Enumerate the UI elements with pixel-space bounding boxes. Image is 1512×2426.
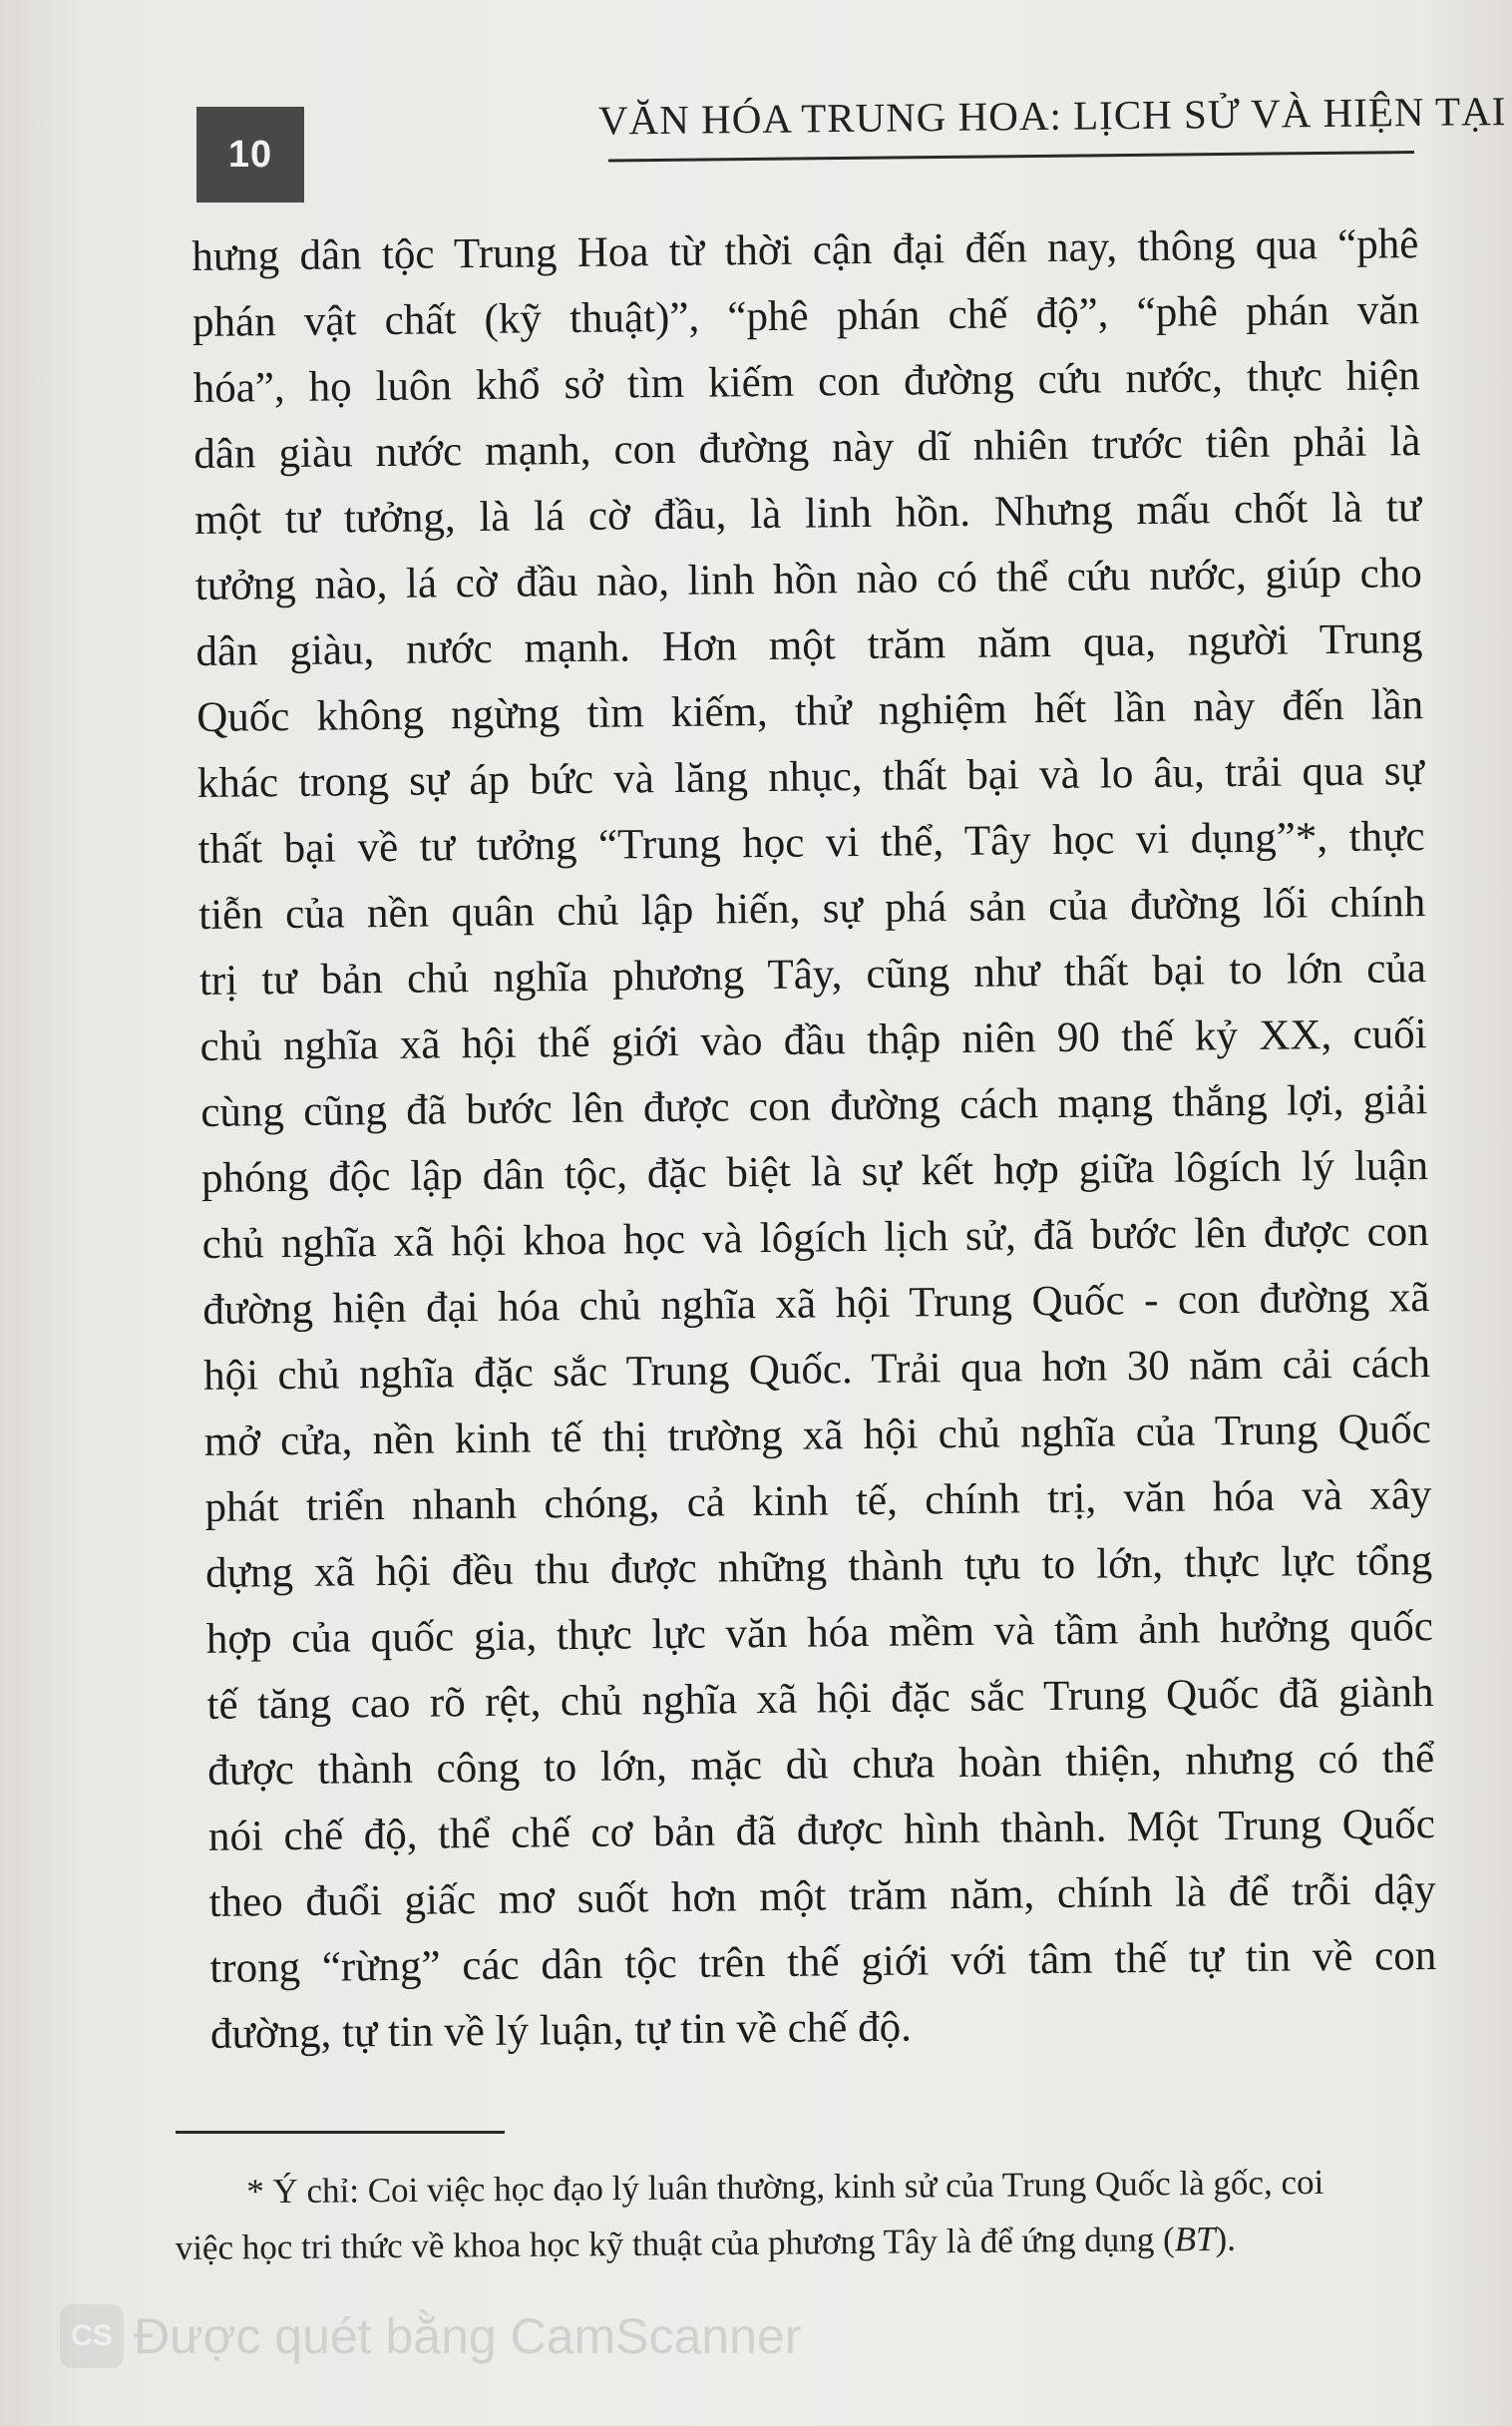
footnote-abbreviation: BT bbox=[1174, 2219, 1216, 2259]
camscanner-logo-icon: CS bbox=[60, 2304, 124, 2368]
body-line: trị tư bản chủ nghĩa phương Tây, cũng như thất bại to lớn của bbox=[198, 945, 1427, 1005]
body-line: phát triển nhanh chóng, cả kinh tế, chính trị, văn hóa và xây bbox=[204, 1471, 1432, 1531]
body-line: dựng xã hội đều thu được những thành tựu to lớn, thực lực tổng bbox=[204, 1537, 1433, 1597]
watermark-text: Được quét bằng CamScanner bbox=[134, 2308, 802, 2364]
body-line: khác trong sự áp bức và lăng nhục, thất bại và lo âu, trải qua sự bbox=[196, 747, 1425, 807]
footnote-line-2 bbox=[175, 2210, 1421, 2276]
footnote-line-1: * Ý chỉ: Coi việc học đạo lý luân thường, kinh sử của Trung Quốc là gốc, coi bbox=[246, 2162, 1324, 2212]
body-line: trong “rừng” các dân tộc trên thế giới với tâm thế tự tin về con bbox=[209, 1932, 1437, 1992]
body-line: theo đuổi giấc mơ suốt hơn một trăm năm, chính là để trỗi dậy bbox=[208, 1866, 1436, 1926]
body-line: hội chủ nghĩa đặc sắc Trung Quốc. Trải qua hơn 30 năm cải cách bbox=[202, 1340, 1431, 1400]
footnote-line-2-end: ). bbox=[1215, 2219, 1237, 2258]
body-line: tế tăng cao rõ rệt, chủ nghĩa xã hội đặc sắc Trung Quốc đã giành bbox=[206, 1669, 1434, 1729]
body-line: được thành công to lớn, mặc dù chưa hoàn thiện, nhưng có thể bbox=[206, 1735, 1435, 1795]
body-line: đường hiện đại hóa chủ nghĩa xã hội Trung Quốc - con đường xã bbox=[202, 1274, 1430, 1334]
body-line: chủ nghĩa xã hội khoa học và lôgích lịch sử, đã bước lên được con bbox=[201, 1208, 1429, 1268]
body-line: hưng dân tộc Trung Hoa từ thời cận đại đến nay, thông qua “phê bbox=[191, 220, 1419, 280]
running-title: VĂN HÓA TRUNG HOA: LỊCH SỬ VÀ HIỆN TẠI bbox=[597, 88, 1507, 144]
body-line: tiễn của nền quân chủ lập hiến, sự phá sản của đường lối chính bbox=[198, 879, 1426, 939]
camscanner-watermark bbox=[60, 2304, 801, 2368]
body-line: Quốc không ngừng tìm kiếm, thử nghiệm hết lần này đến lần bbox=[195, 681, 1424, 741]
body-line: một tư tưởng, là lá cờ đầu, là linh hồn. Nhưng mấu chốt là tư bbox=[193, 484, 1422, 544]
body-line: phán vật chất (kỹ thuật)”, “phê phán chế độ”, “phê phán văn bbox=[191, 286, 1420, 346]
body-line: tưởng nào, lá cờ đầu nào, linh hồn nào có thể cứu nước, giúp cho bbox=[194, 550, 1422, 609]
page-number-badge: 10 bbox=[196, 107, 304, 202]
body-line: hợp của quốc gia, thực lực văn hóa mềm và tầm ảnh hưởng quốc bbox=[205, 1603, 1434, 1663]
body-paragraph bbox=[191, 211, 1437, 2068]
body-line: thất bại về tư tưởng “Trung học vi thể, Tây học vi dụng”*, thực bbox=[197, 813, 1425, 873]
body-line: phóng độc lập dân tộc, đặc biệt là sự kết hợp giữa lôgích lý luận bbox=[200, 1142, 1429, 1202]
body-line: mở cửa, nền kinh tế thị trường xã hội chủ nghĩa của Trung Quốc bbox=[203, 1406, 1431, 1465]
body-line: chủ nghĩa xã hội thế giới vào đầu thập niên 90 thế kỷ XX, cuối bbox=[199, 1011, 1427, 1070]
body-line: nói chế độ, thể chế cơ bản đã được hình thành. Một Trung Quốc bbox=[207, 1801, 1436, 1860]
footnote-rule bbox=[176, 2131, 505, 2134]
body-line: đường, tự tin về lý luận, tự tin về chế độ. bbox=[209, 2003, 913, 2058]
footnote-line-2-text: việc học tri thức về khoa học kỹ thuật của phương Tây là để ứng dụng ( bbox=[175, 2220, 1175, 2267]
body-line: dân giàu, nước mạnh. Hơn một trăm năm qua, người Trung bbox=[195, 615, 1423, 675]
header-rule bbox=[608, 151, 1414, 162]
footnote bbox=[175, 2154, 1422, 2276]
body-line: hóa”, họ luôn khổ sở tìm kiếm con đường cứu nước, thực hiện bbox=[192, 352, 1420, 412]
body-line: dân giàu nước mạnh, con đường này dĩ nhiên trước tiên phải là bbox=[193, 418, 1421, 478]
body-line: cùng cũng đã bước lên được con đường cách mạng thắng lợi, giải bbox=[200, 1076, 1428, 1136]
